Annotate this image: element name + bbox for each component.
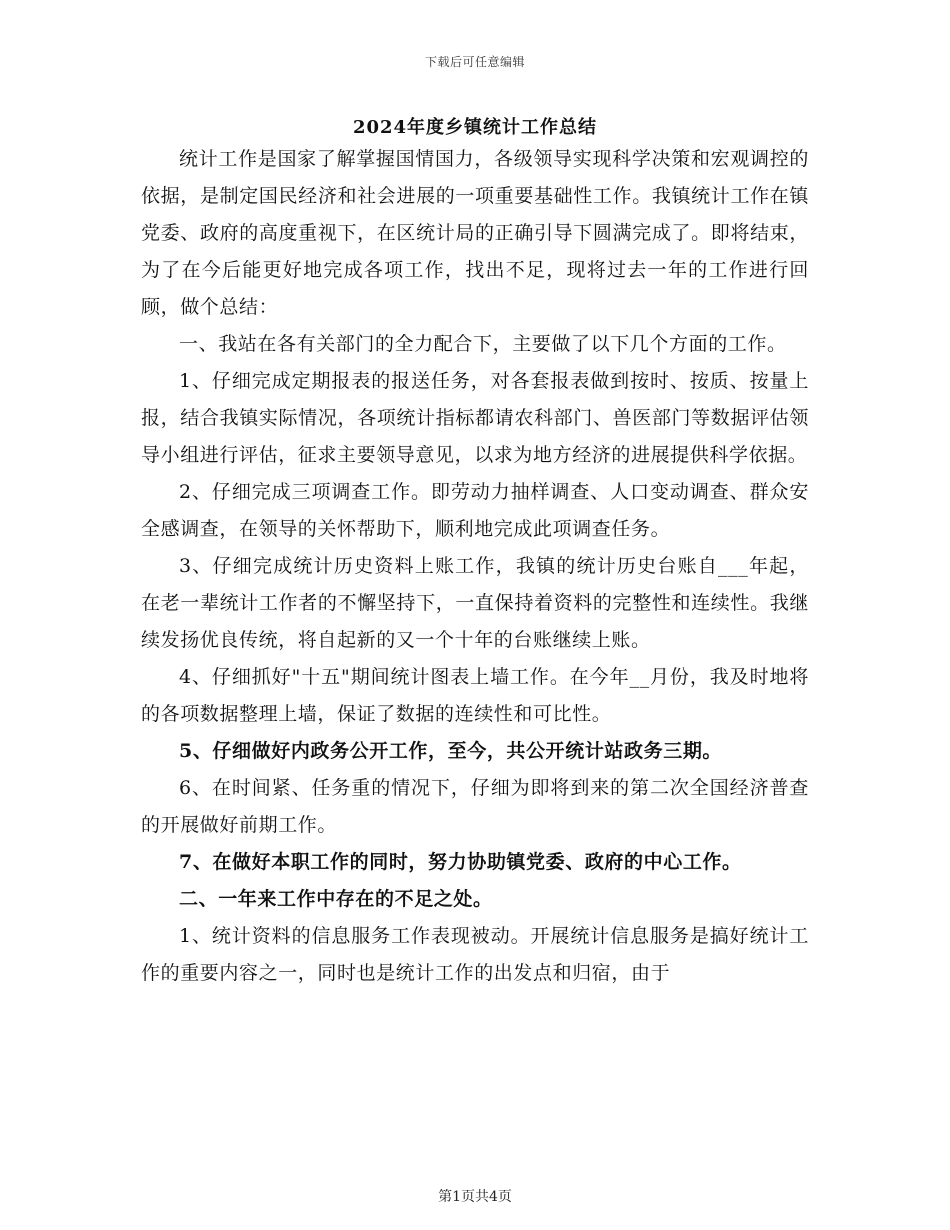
paragraph-item-3: 3、仔细完成统计历史资料上账工作，我镇的统计历史台账自___年起，在老一辈统计工作者的不懈坚持下，一直保持着资料的完整性和连续性。我继续发扬优良传统，将自起新的又一个十年的台账继续上账。 (141, 555, 809, 651)
paragraph-item-6: 6、在时间紧、任务重的情况下，仔细为即将到来的第二次全国经济普查的开展做好前期工作。 (141, 777, 809, 836)
document-body (141, 141, 809, 992)
page-number: 第1页共4页 (438, 1189, 512, 1205)
paragraph-section-2-heading: 二、一年来工作中存在的不足之处。 (179, 888, 493, 910)
paragraph-section-1-heading: 一、我站在各有关部门的全力配合下，主要做了以下几个方面的工作。 (179, 333, 787, 355)
document-title: 2024年度乡镇统计工作总结 (352, 117, 598, 138)
paragraph-item-4: 4、仔细抓好"十五"期间统计图表上墙工作。在今年__月份，我及时地将的各项数据整理上墙，保证了数据的连续性和可比性。 (141, 666, 809, 725)
paragraph-intro: 统计工作是国家了解掌握国情国力，各级领导实现科学决策和宏观调控的依据，是制定国民经济和社会进展的一项重要基础性工作。我镇统计工作在镇党委、政府的高度重视下，在区统计局的正确引导下圆满完成了。即将结束，为了在今后能更好地完成各项工作，找出不足，现将过去一年的工作进行回顾，做个总结： (141, 148, 809, 318)
paragraph-item-7: 7、在做好本职工作的同时，努力协助镇党委、政府的中心工作。 (179, 851, 742, 873)
header-note: 下载后可任意编辑 (424, 55, 525, 69)
paragraph-section-2-item-1: 1、统计资料的信息服务工作表现被动。开展统计信息服务是搞好统计工作的重要内容之一，同时也是统计工作的出发点和归宿，由于 (141, 925, 809, 984)
paragraph-item-5: 5、仔细做好内政务公开工作，至今，共公开统计站政务三期。 (179, 740, 723, 762)
paragraph-item-2: 2、仔细完成三项调查工作。即劳动力抽样调查、人口变动调查、群众安全感调查，在领导的关怀帮助下，顺利地完成此项调查任务。 (141, 481, 809, 540)
paragraph-item-1: 1、仔细完成定期报表的报送任务，对各套报表做到按时、按质、按量上报，结合我镇实际情况，各项统计指标都请农科部门、兽医部门等数据评估领导小组进行评估，征求主要领导意见，以求为地方经济的进展提供科学依据。 (141, 370, 809, 466)
